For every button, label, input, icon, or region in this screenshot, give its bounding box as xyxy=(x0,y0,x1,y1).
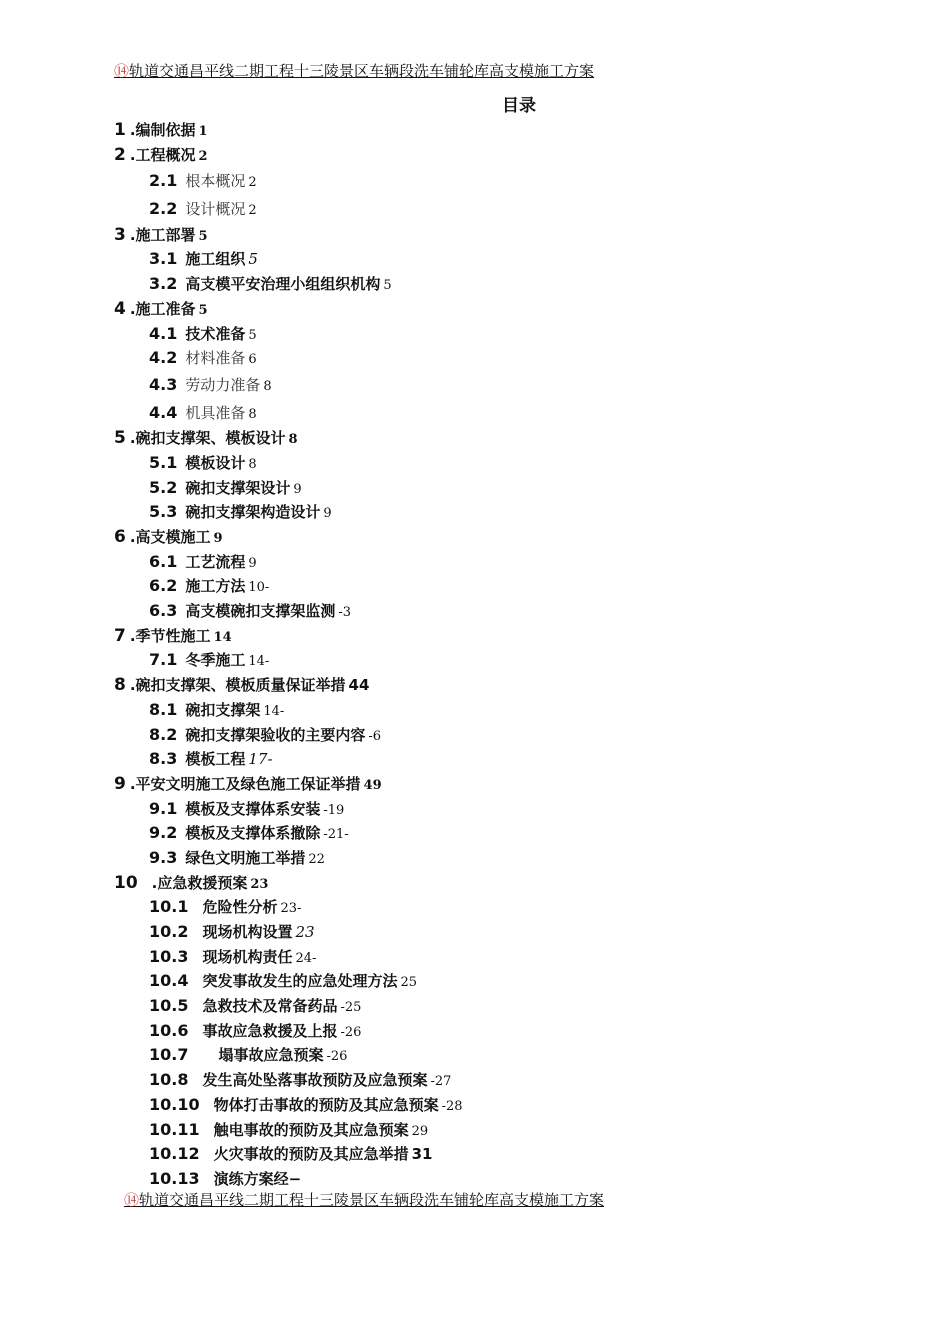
toc-entry-8[interactable] xyxy=(0,673,950,698)
toc-page: 23 xyxy=(295,923,315,941)
toc-number: 7 xyxy=(114,625,126,646)
toc-text: .高支模施工 xyxy=(129,528,211,546)
toc-text: .施工部署 xyxy=(129,225,196,244)
toc-number: 10.13 xyxy=(149,1168,200,1188)
toc-page: 8 xyxy=(263,378,272,394)
toc-number: 9.3 xyxy=(149,847,178,867)
toc-page: 1 xyxy=(198,124,208,139)
toc-page: 5 xyxy=(198,302,208,318)
toc-page: 5 xyxy=(248,250,258,269)
toc-number: 9.1 xyxy=(149,798,178,818)
toc-page: 2 xyxy=(198,148,208,164)
toc-entry-8-1[interactable] xyxy=(0,698,950,723)
toc-number: 6.1 xyxy=(149,551,178,571)
toc-entry-5-2[interactable] xyxy=(0,476,950,501)
toc-number: 10.8 xyxy=(149,1070,189,1090)
toc-entry-5-3[interactable] xyxy=(0,500,950,525)
toc-number: 9 xyxy=(114,773,126,794)
toc-number: 2.2 xyxy=(149,199,178,219)
toc-text: 劳动力准备 xyxy=(185,375,261,394)
toc-page: -26 xyxy=(340,1024,362,1040)
toc-entry-3-2[interactable] xyxy=(0,272,950,297)
toc-text: 物体打击事故的预防及其应急预案 xyxy=(213,1095,439,1114)
toc-page: -6 xyxy=(368,728,382,744)
toc-entry-10-3[interactable] xyxy=(0,945,950,970)
toc-page: 5 xyxy=(248,327,257,343)
toc-number: 3 xyxy=(114,224,126,245)
toc-entry-6-3[interactable] xyxy=(0,599,950,624)
toc-number: 8.1 xyxy=(149,699,178,719)
toc-page: 44 xyxy=(348,676,370,695)
toc-text: 火灾事故的预防及其应急举措 xyxy=(213,1145,409,1164)
toc-text: 事故应急救援及上报 xyxy=(202,1021,338,1040)
toc-number: 10.1 xyxy=(149,897,189,917)
toc-number: 5 xyxy=(114,428,126,449)
toc-number: 8 xyxy=(114,675,126,696)
toc-number: 6 xyxy=(114,527,126,547)
toc-page: 5 xyxy=(198,228,208,244)
toc-entry-4-4[interactable] xyxy=(0,399,950,427)
toc-page: 25 xyxy=(400,975,418,991)
toc-page: -28 xyxy=(441,1098,463,1114)
toc-entry-6-2[interactable] xyxy=(0,574,950,599)
toc-page: 6 xyxy=(248,352,257,368)
toc-number: 5.1 xyxy=(149,452,178,472)
toc-number: 4.4 xyxy=(149,402,178,422)
toc-text: .季节性施工 xyxy=(129,626,211,645)
toc-entry-1[interactable] xyxy=(0,118,950,143)
toc-text: 机具准备 xyxy=(185,403,246,422)
footer-text: 轨道交通昌平线二期工程十三陵景区车辆段洗车铺轮库高支模施工方案 xyxy=(139,1191,605,1209)
toc-entry-4[interactable] xyxy=(0,297,950,322)
toc-page: 9 xyxy=(323,506,332,522)
toc-number: 10.12 xyxy=(149,1144,200,1164)
toc-text: 施工组织 xyxy=(185,250,246,269)
toc-entry-8-2[interactable] xyxy=(0,723,950,748)
toc-number: 5.3 xyxy=(149,502,178,522)
toc-number: 10.7 xyxy=(149,1045,189,1065)
toc-page: 2 xyxy=(248,175,257,191)
toc-entry-9[interactable] xyxy=(0,772,950,797)
toc-number: 7.1 xyxy=(149,650,178,670)
toc-entry-2-1[interactable] xyxy=(0,167,950,195)
toc-number: 8.2 xyxy=(149,724,178,744)
toc-entry-2[interactable] xyxy=(0,143,950,168)
toc-page: 22 xyxy=(308,851,325,867)
toc-number: 2.1 xyxy=(149,171,178,191)
toc-entry-9-2[interactable] xyxy=(0,821,950,846)
toc-number: 3.1 xyxy=(149,249,178,269)
toc-page: -19 xyxy=(323,802,345,818)
toc-number: 10.6 xyxy=(149,1020,189,1040)
toc-entry-7[interactable] xyxy=(0,624,950,649)
toc-text: 危险性分析 xyxy=(202,898,278,917)
toc-text: 碗扣支撑架设计 xyxy=(185,478,291,497)
toc-entry-2-2[interactable] xyxy=(0,195,950,223)
toc-number: 8.3 xyxy=(149,749,178,769)
toc-entry-4-2[interactable] xyxy=(0,346,950,371)
toc-number: 2 xyxy=(114,144,126,165)
toc-number: 6.2 xyxy=(149,576,178,596)
toc-page: 10- xyxy=(248,580,270,596)
toc-text: 设计概况 xyxy=(185,200,246,219)
toc-text: 施工方法 xyxy=(185,577,246,596)
toc-text: 根本概况 xyxy=(185,172,246,191)
toc-number: 4.1 xyxy=(149,323,178,343)
toc-page: 8 xyxy=(248,406,257,422)
toc-page: -21- xyxy=(323,827,349,843)
toc-title: 目录 xyxy=(502,96,536,116)
toc-entry-8-3[interactable] xyxy=(0,747,950,772)
toc-page: -27 xyxy=(430,1074,452,1090)
toc-text: 现场机构责任 xyxy=(202,947,293,966)
toc-entry-6[interactable] xyxy=(0,525,950,550)
toc-entry-10-5[interactable] xyxy=(0,994,950,1019)
toc-page: -25 xyxy=(340,1000,362,1016)
toc-text: 技术准备 xyxy=(185,324,246,343)
toc-text: .平安文明施工及绿色施工保证举措 xyxy=(129,774,361,793)
toc-entry-10-4[interactable] xyxy=(0,969,950,994)
toc-text: 碗扣支撑架构造设计 xyxy=(185,503,321,522)
table-of-contents xyxy=(0,118,950,1192)
toc-text: 塌事故应急预案 xyxy=(218,1046,324,1065)
toc-number: 10.2 xyxy=(149,922,189,941)
toc-text: .应急救援预案 xyxy=(151,873,248,892)
toc-page: 8 xyxy=(248,456,257,472)
toc-page: 9 xyxy=(248,555,257,571)
toc-number: 3.2 xyxy=(149,274,178,294)
toc-entry-4-3[interactable] xyxy=(0,371,950,399)
toc-entry-5[interactable] xyxy=(0,426,950,451)
toc-text: .编制依据 xyxy=(129,121,196,139)
toc-entry-6-1[interactable] xyxy=(0,550,950,575)
toc-page: -3 xyxy=(338,605,352,621)
toc-entry-10[interactable] xyxy=(0,871,950,896)
toc-number: 4 xyxy=(114,298,126,319)
toc-entry-10-10[interactable] xyxy=(0,1093,950,1118)
toc-number: 4.2 xyxy=(149,348,178,368)
toc-entry-10-2[interactable] xyxy=(0,920,950,945)
toc-text: 高支模碗扣支撑架监测 xyxy=(185,602,336,621)
toc-text: 材料准备 xyxy=(185,349,246,368)
toc-text: .施工准备 xyxy=(129,299,196,318)
toc-entry-10-8[interactable] xyxy=(0,1068,950,1093)
toc-text: 触电事故的预防及其应急预案 xyxy=(213,1120,409,1139)
toc-text: 碗扣支撑架验收的主要内容 xyxy=(185,725,366,744)
circled-number-mark: ⑭ xyxy=(124,1191,140,1209)
toc-page: 31 xyxy=(411,1145,433,1164)
toc-number: 10.11 xyxy=(149,1119,200,1139)
toc-text: 高支模平安治理小组组织机构 xyxy=(185,275,381,294)
toc-text: 急救技术及常备药品 xyxy=(202,997,338,1016)
page-header xyxy=(114,60,594,81)
toc-entry-4-1[interactable] xyxy=(0,322,950,347)
toc-text: 碗扣支撑架 xyxy=(185,700,261,719)
header-text: 轨道交通昌平线二期工程十三陵景区车辆段洗车铺轮库高支模施工方案 xyxy=(129,62,595,80)
toc-entry-7-1[interactable] xyxy=(0,648,950,673)
toc-text: .碗扣支撑架、模板质量保证举措 xyxy=(129,676,346,695)
toc-number: 5.2 xyxy=(149,477,178,497)
toc-entry-10-12[interactable] xyxy=(0,1142,950,1167)
toc-entry-10-6[interactable] xyxy=(0,1019,950,1044)
toc-page: 2 xyxy=(248,203,257,219)
toc-text: 模板工程 xyxy=(185,750,246,769)
toc-entry-10-7[interactable] xyxy=(0,1043,950,1068)
toc-text: 发生高处坠落事故预防及应急预案 xyxy=(202,1071,428,1090)
toc-number: 9.2 xyxy=(149,823,178,843)
toc-page: 8 xyxy=(288,432,298,448)
toc-page: 24- xyxy=(295,950,317,966)
toc-page: 9 xyxy=(293,481,302,497)
toc-text: 绿色文明施工举措 xyxy=(185,848,306,867)
toc-page: 9 xyxy=(213,531,223,546)
toc-text: 模板设计 xyxy=(185,453,246,472)
page-footer xyxy=(124,1189,604,1210)
toc-text: .碗扣支撑架、模板设计 xyxy=(129,429,286,448)
toc-text: 模板及支撑体系撤除 xyxy=(185,824,321,843)
toc-number: 1 xyxy=(114,120,126,140)
toc-page: -26 xyxy=(326,1049,348,1065)
toc-entry-9-1[interactable] xyxy=(0,797,950,822)
toc-entry-10-13[interactable] xyxy=(0,1167,950,1192)
toc-text: 演练方案经− xyxy=(213,1169,302,1188)
toc-entry-10-11[interactable] xyxy=(0,1118,950,1143)
toc-page: 14- xyxy=(248,654,270,670)
toc-text: 工艺流程 xyxy=(185,552,246,571)
toc-number: 10.3 xyxy=(149,946,189,966)
toc-page: 14 xyxy=(213,629,232,645)
toc-page: 14- xyxy=(263,703,285,719)
toc-entry-10-1[interactable] xyxy=(0,895,950,920)
toc-text: 模板及支撑体系安装 xyxy=(185,799,321,818)
toc-entry-3[interactable] xyxy=(0,223,950,248)
toc-entry-9-3[interactable] xyxy=(0,846,950,871)
toc-number: 10.5 xyxy=(149,996,189,1016)
toc-text: 现场机构设置 xyxy=(202,923,293,941)
toc-page: 23- xyxy=(280,901,302,917)
toc-page: 23 xyxy=(250,876,269,892)
circled-number-mark: ⑭ xyxy=(114,62,130,80)
toc-page: 29 xyxy=(411,1123,429,1139)
toc-text: .工程概况 xyxy=(129,145,196,164)
toc-page: 5 xyxy=(383,278,392,294)
toc-text: 突发事故发生的应急处理方法 xyxy=(202,972,398,991)
toc-entry-5-1[interactable] xyxy=(0,451,950,476)
toc-page: 49 xyxy=(363,777,382,793)
toc-number: 6.3 xyxy=(149,601,178,621)
toc-number: 10.4 xyxy=(149,971,189,991)
toc-text: 冬季施工 xyxy=(185,651,246,670)
toc-number: 10.10 xyxy=(149,1094,200,1114)
toc-number: 10 xyxy=(114,872,138,893)
toc-number: 4.3 xyxy=(149,374,178,394)
toc-page: 17- xyxy=(248,750,273,769)
toc-entry-3-1[interactable] xyxy=(0,247,950,272)
